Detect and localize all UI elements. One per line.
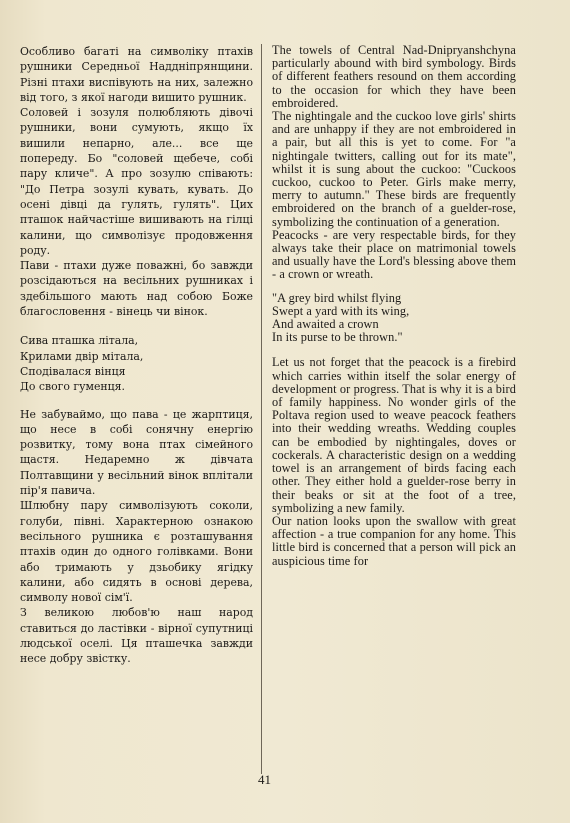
paragraph: Let us not forget that the peacock is a firebird which carries within itself the solar energy of development or progress. That is why it is a bird of family happiness. No wonder girls of the Poltava region used to weave peacock feathers into their wedding wreaths. Wedding couples can be embodied by nightingales, doves or cockerals. A characteristic design on a wedding towel is an arrangement of birds facing each other. They either hold a guelder-rose berry in their beaks or sit at the foot of a tree, symbolizing a new family.: [272, 355, 516, 515]
poem-line: In its purse to be thrown.": [272, 330, 403, 345]
paragraph: The nightingale and the cuckoo love girls' shirts and are unhappy if they are not embroidered in a pair, but all this is yet to come. For "a nightingale twitters, calling out for its mate", whilst it is sung about the cuckoo: "Cuckoos cuckoo, cuckoo to Peter. Girls make merry, merry to autumn." These birds are frequently embroidered on the branch of a guelder-rose, symbolizing the continuation of a generation.: [272, 109, 516, 229]
paragraph: Peacocks - are very respectable birds, for they always take their place on matrimonial towels and usually have the Lord's blessing above them - a crown or wreath.: [272, 227, 516, 282]
paragraph: З великою любов'ю наш народ ставиться до ластівки - вірної супутниці людської оселі. Ця пташечка завжди несе добру звістку.: [20, 606, 253, 666]
poem-line: And awaited a crown: [272, 317, 379, 332]
paragraph: Our nation looks upon the swallow with great affection - a true companion for any home. This little bird is concerned that a person will pick an auspicious time for: [272, 513, 516, 568]
paragraph: Шлюбну пару символізують соколи, голуби, півні. Характерною ознакою весільного рушника є розташування птахів один до одного голівками. Вони або тримають у дзьобику ягідку калини, або сидять в основі дерева, символу нової сім'ї.: [20, 499, 253, 605]
poem-line: Сива пташка літала,: [20, 334, 139, 348]
poem-line: Крилами двір мітала,: [20, 349, 144, 363]
ukrainian-column: [20, 44, 253, 667]
paragraph: Не забуваймо, що пава - це жарптиця, що несе в собі сонячну енергію розвитку, тому вона птах сімейного щастя. Недаремно ж дівчата Полтавщини у весільний вінок вплітали пір'я павича.: [20, 407, 253, 498]
poem-line: Сподівалася вінця: [20, 364, 126, 378]
poem: [20, 333, 253, 394]
english-column: [272, 44, 516, 568]
poem-line: "A grey bird whilst flying: [272, 290, 402, 305]
poem-line: Swept a yard with its wing,: [272, 303, 410, 318]
column-divider: [261, 44, 262, 774]
paragraph: Особливо багаті на символіку птахів рушники Середньої Наддніпрянщини. Різні птахи виспівують на них, залежно від того, з якої нагоди вишито рушник.: [20, 45, 253, 104]
paragraph: Соловей і зозуля полюбляють дівочі рушники, вони сумують, якщо їх вишили непарно, але... все ще попереду. Бо "соловей щебече, собі пару кличе". А про зозулю співають: "До Петра зозулі кувать, кувать. До осені дівці да гулять, гулять". Цих пташок найчастіше вишивають на гілці калини, що символізує продовження роду.: [20, 106, 253, 257]
page-number: 41: [258, 772, 271, 787]
poem-line: До свого гуменця.: [20, 380, 126, 394]
paragraph: The towels of Central Nad-Dnipryanshchyna particularly abound with bird symbology. Birds of different feathers resound on them according to the occasion for which they have been embroidered.: [272, 43, 516, 110]
poem: [272, 292, 516, 345]
paragraph: Пави - птахи дуже поважні, бо завжди розсідаються на весільних рушниках і здебільшого мають над собою Боже благословення - вінець чи вінок.: [20, 259, 253, 319]
